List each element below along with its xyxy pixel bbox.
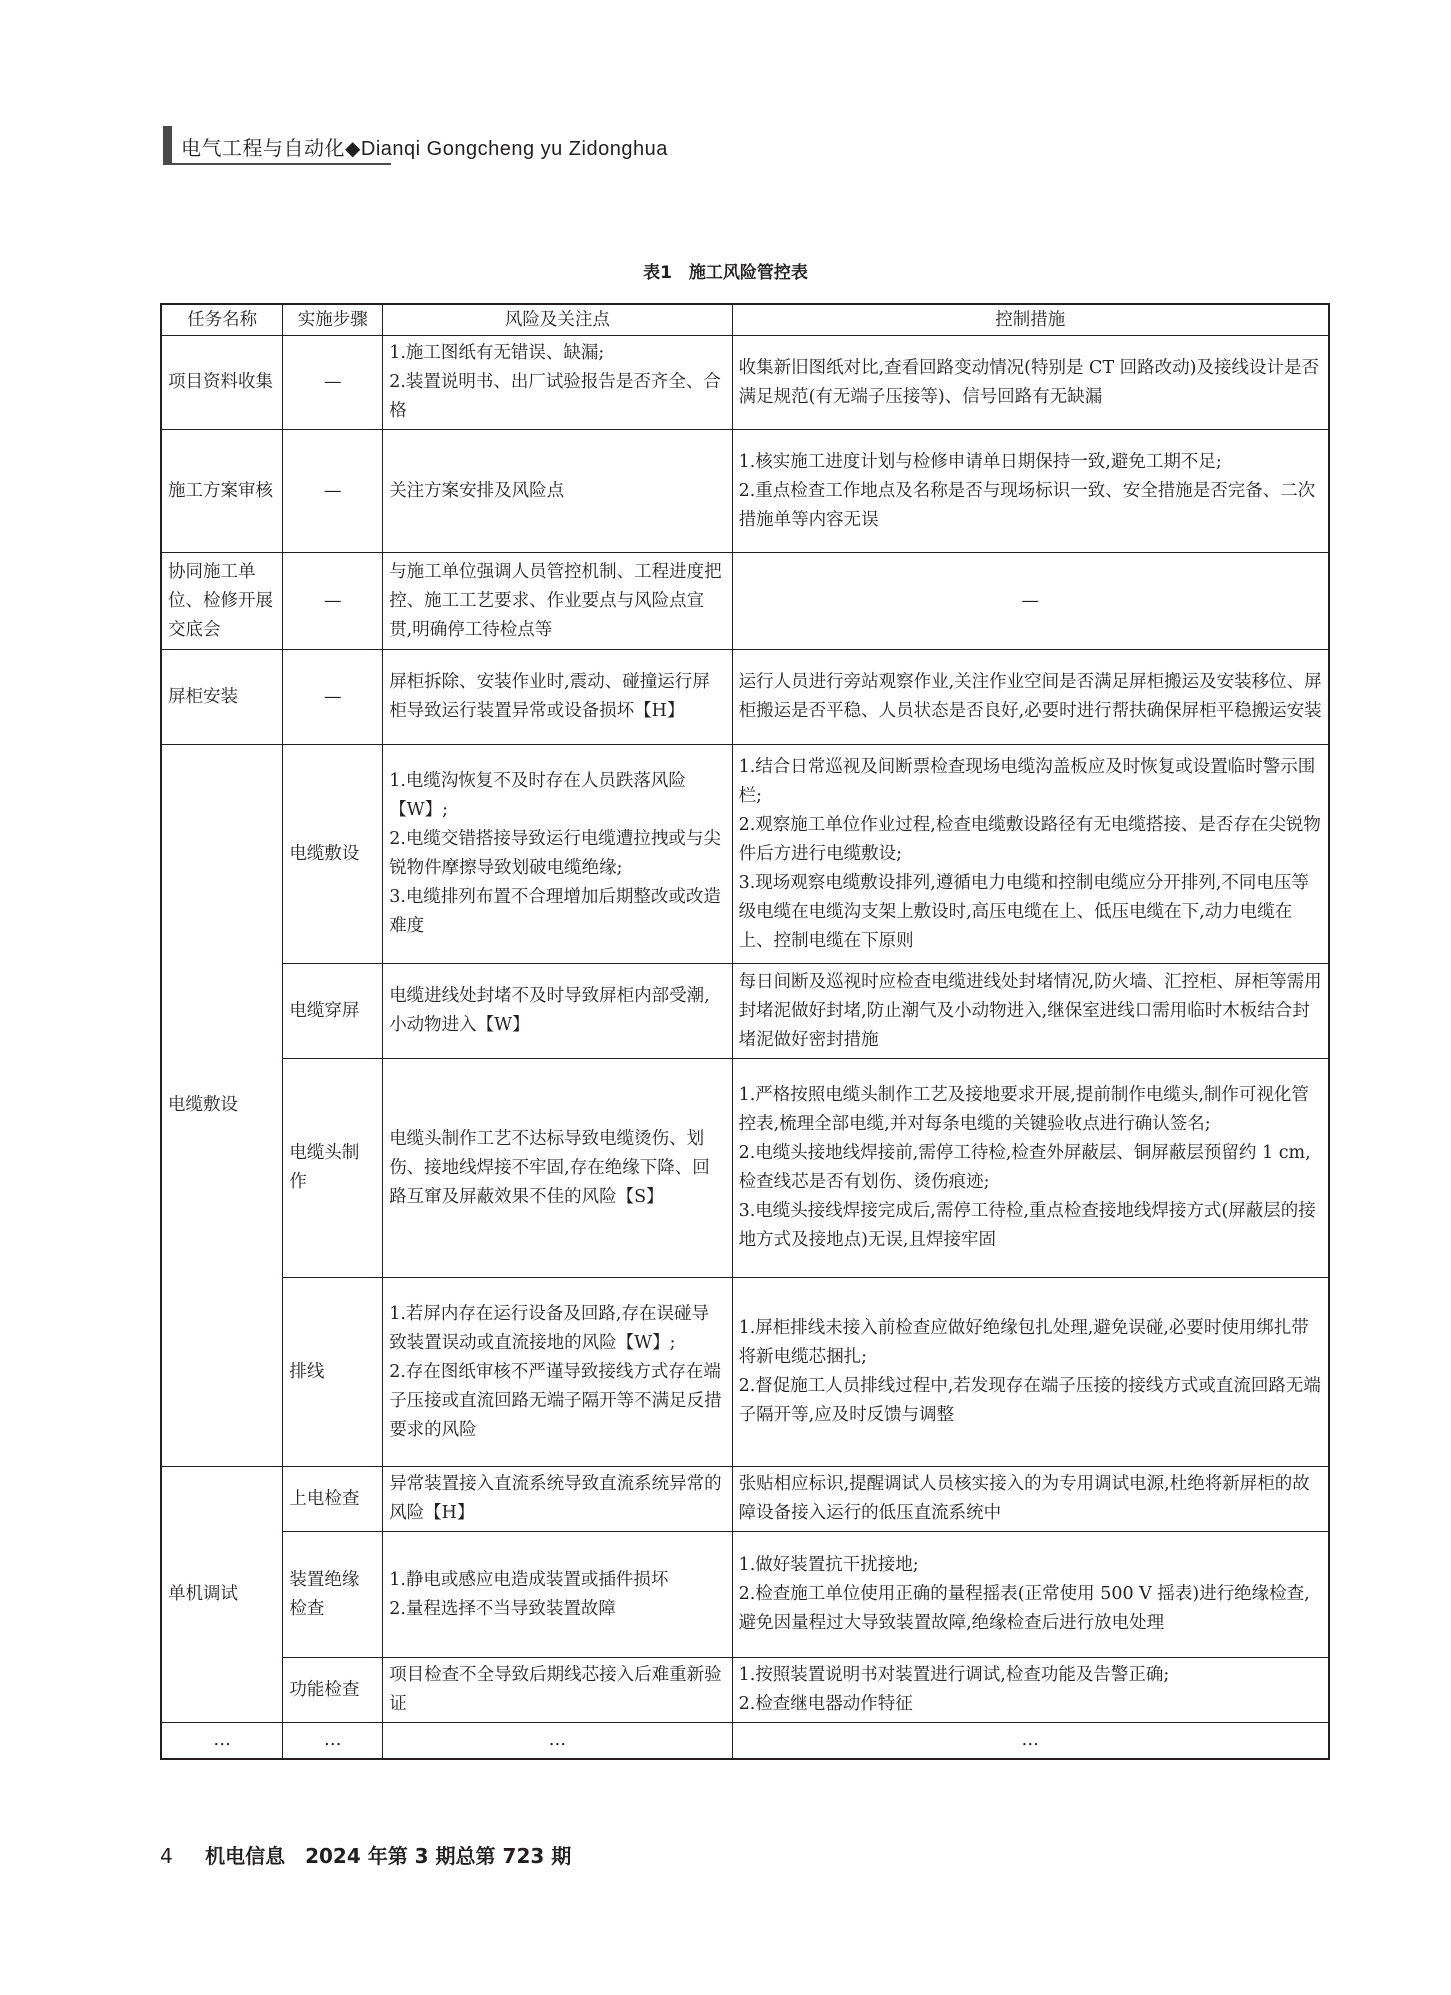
risk-cell: 电缆头制作工艺不达标导致电缆烫伤、划伤、接地线焊接不牢固,存在绝缘下降、回路互窜及屏蔽效果不佳的风险【S】 [383, 1059, 732, 1278]
task-cell: 屏柜安装 [161, 650, 283, 745]
step-cell: 装置绝缘检查 [283, 1532, 383, 1658]
header-separator-icon: ◆ [345, 135, 361, 160]
table-header-row [161, 304, 1329, 336]
control-cell: 运行人员进行旁站观察作业,关注作业空间是否满足屏柜搬运及安装移位、屏柜搬运是否平稳、人员状态是否良好,必要时进行帮扶确保屏柜平稳搬运安装 [732, 650, 1329, 745]
risk-cell: 电缆进线处封堵不及时导致屏柜内部受潮,小动物进入【W】 [383, 964, 732, 1059]
running-header [163, 128, 668, 164]
risk-cell: 1.施工图纸有无错误、缺漏; 2.装置说明书、出厂试验报告是否齐全、合格 [383, 336, 732, 430]
task-cell: … [161, 1723, 283, 1760]
risk-cell: 1.若屏内存在运行设备及回路,存在误碰导致装置误动或直流接地的风险【W】; 2.存在图纸审核不严谨导致接线方式存在端子压接或直流回路无端子隔开等不满足反措要求的风险 [383, 1278, 732, 1467]
task-cell: 电缆敷设 [161, 745, 283, 1467]
column-header-step: 实施步骤 [283, 304, 383, 336]
step-cell: 电缆头制作 [283, 1059, 383, 1278]
control-cell: 收集新旧图纸对比,查看回路变动情况(特别是 CT 回路改动)及接线设计是否满足规范(有无端子压接等)、信号回路有无缺漏 [732, 336, 1329, 430]
column-header-control: 控制措施 [732, 304, 1329, 336]
table-row [161, 336, 1329, 430]
step-cell: — [283, 650, 383, 745]
table-row [161, 1278, 1329, 1467]
step-cell: … [283, 1723, 383, 1760]
risk-cell: 项目检查不全导致后期线芯接入后难重新验证 [383, 1658, 732, 1723]
table-row [161, 1467, 1329, 1532]
step-cell: — [283, 336, 383, 430]
control-cell: 1.按照装置说明书对装置进行调试,检查功能及告警正确; 2.检查继电器动作特征 [732, 1658, 1329, 1723]
table-caption: 表1 施工风险管控表 [643, 263, 808, 283]
control-cell: 1.结合日常巡视及间断票检查现场电缆沟盖板应及时恢复或设置临时警示围栏; 2.观察施工单位作业过程,检查电缆敷设路径有无电缆搭接、是否存在尖锐物件后方进行电缆敷设; 3.现场观察电缆敷设排列,遵循电力电缆和控制电缆应分开排列,不同电压等级电缆在电缆沟支架上敷设时,高压电缆在上、低压电缆在下,动力电缆在上、控制电缆在下原则 [732, 745, 1329, 964]
header-title-cn: 电气工程与自动化 [181, 135, 345, 160]
column-header-task: 任务名称 [161, 304, 283, 336]
journal-issue: 机电信息 2024 年第 3 期总第 723 期 [205, 1844, 572, 1868]
table-row [161, 553, 1329, 650]
control-cell: 1.严格按照电缆头制作工艺及接地要求开展,提前制作电缆头,制作可视化管控表,梳理全部电缆,并对每条电缆的关键验收点进行确认签名; 2.电缆头接地线焊接前,需停工待检,检查外屏蔽层、铜屏蔽层预留约 1 cm,检查线芯是否有划伤、烫伤痕迹; 3.电缆头接线焊接完成后,需停工待检,重点检查接地线焊接方式(屏蔽层的接地方式及接地点)无误,且焊接牢固 [732, 1059, 1329, 1278]
table-row [161, 1723, 1329, 1760]
risk-cell: 与施工单位强调人员管控机制、工程进度把控、施工工艺要求、作业要点与风险点宣贯,明确停工待检点等 [383, 553, 732, 650]
page-number: 4 [160, 1844, 173, 1868]
step-cell: 上电检查 [283, 1467, 383, 1532]
risk-control-table [160, 303, 1330, 1760]
table-row [161, 650, 1329, 745]
column-header-risk: 风险及关注点 [383, 304, 732, 336]
step-cell: 电缆敷设 [283, 745, 383, 964]
control-cell: 1.做好装置抗干扰接地; 2.检查施工单位使用正确的量程摇表(正常使用 500 V 摇表)进行绝缘检查,避免因量程过大导致装置故障,绝缘检查后进行放电处理 [732, 1532, 1329, 1658]
risk-cell: 异常装置接入直流系统导致直流系统异常的风险【H】 [383, 1467, 732, 1532]
risk-cell: 关注方案安排及风险点 [383, 430, 732, 553]
step-cell: 电缆穿屏 [283, 964, 383, 1059]
table-row [161, 964, 1329, 1059]
risk-cell: 1.静电或感应电造成装置或插件损坏 2.量程选择不当导致装置故障 [383, 1532, 732, 1658]
table-row [161, 1532, 1329, 1658]
step-cell: — [283, 430, 383, 553]
control-cell: 1.屏柜排线未接入前检查应做好绝缘包扎处理,避免误碰,必要时使用绑扎带将新电缆芯捆扎; 2.督促施工人员排线过程中,若发现存在端子压接的接线方式或直流回路无端子隔开等,应及时反馈与调整 [732, 1278, 1329, 1467]
task-cell: 项目资料收集 [161, 336, 283, 430]
table-row [161, 1059, 1329, 1278]
page-footer [160, 1840, 571, 1869]
control-cell: … [732, 1723, 1329, 1760]
header-underline [163, 163, 391, 165]
control-cell: 每日间断及巡视时应检查电缆进线处封堵情况,防火墙、汇控柜、屏柜等需用封堵泥做好封堵,防止潮气及小动物进入,继保室进线口需用临时木板结合封堵泥做好密封措施 [732, 964, 1329, 1059]
step-cell: — [283, 553, 383, 650]
header-title-pinyin: Dianqi Gongcheng yu Zidonghua [360, 137, 668, 160]
task-cell: 单机调试 [161, 1467, 283, 1723]
risk-cell: … [383, 1723, 732, 1760]
step-cell: 排线 [283, 1278, 383, 1467]
task-cell: 施工方案审核 [161, 430, 283, 553]
control-cell: 1.核实施工进度计划与检修申请单日期保持一致,避免工期不足; 2.重点检查工作地点及名称是否与现场标识一致、安全措施是否完备、二次措施单等内容无误 [732, 430, 1329, 553]
step-cell: 功能检查 [283, 1658, 383, 1723]
table-row [161, 745, 1329, 964]
risk-cell: 屏柜拆除、安装作业时,震动、碰撞运行屏柜导致运行装置异常或设备损坏【H】 [383, 650, 732, 745]
table-row [161, 1658, 1329, 1723]
table-row [161, 430, 1329, 553]
task-cell: 协同施工单位、检修开展交底会 [161, 553, 283, 650]
control-cell: 张贴相应标识,提醒调试人员核实接入的为专用调试电源,杜绝将新屏柜的故障设备接入运行的低压直流系统中 [732, 1467, 1329, 1532]
risk-cell: 1.电缆沟恢复不及时存在人员跌落风险【W】; 2.电缆交错搭接导致运行电缆遭拉拽或与尖锐物件摩擦导致划破电缆绝缘; 3.电缆排列布置不合理增加后期整改或改造难度 [383, 745, 732, 964]
control-cell: — [732, 553, 1329, 650]
